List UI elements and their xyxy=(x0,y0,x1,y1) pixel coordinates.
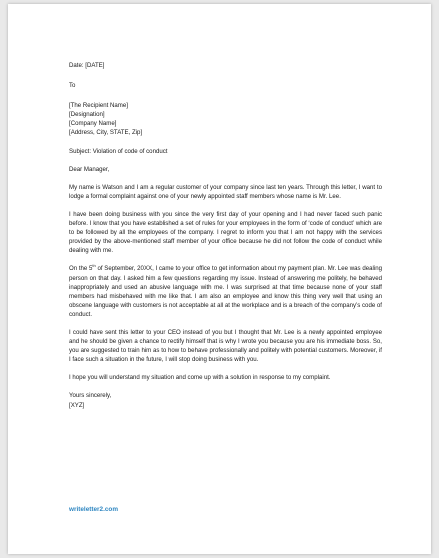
recipient-block xyxy=(69,101,382,137)
subject-line: Subject: Violation of code of conduct xyxy=(69,147,168,155)
paragraph-incident xyxy=(69,264,382,319)
incident-date-day: On the 5 xyxy=(69,265,93,273)
recipient-address: [Address, City, STATE, Zip] xyxy=(69,129,143,137)
letter-page xyxy=(8,4,431,554)
signature: [XYZ] xyxy=(69,401,85,409)
incident-text: of September, 20XX, I came to your office to get information about my payment plan. Mr. Lee was dealing person on that day. I asked him a few questions regarding my issue. Instead of answering me politely, he behaved inappropriately and used an abusive language with me. I was surprised at that time because none of your staff members had misbehaved with me like that. I am also an employee and know this thing very well that using an obscene language with customers is not acceptable at all at the workplace and is a breach of the company’s code of conduct. xyxy=(69,265,382,318)
website-link[interactable]: writeletter2.com xyxy=(69,506,119,513)
paragraph-request: I could have sent this letter to your CEO instead of you but I thought that Mr. Lee is a newly appointed employee and he should be given a chance to rectify himself that is why I wrote you because you are his immediate boss. So, you are suggested to train him as to how to behave professionally and politely with potential customers. Moreover, if I face such a situation in the future, I will stop doing business with you. xyxy=(69,328,382,364)
to-label: To xyxy=(69,82,76,90)
recipient-designation: [Designation] xyxy=(69,111,105,119)
salutation: Dear Manager, xyxy=(69,165,110,173)
paragraph-intro: My name is Watson and I am a regular customer of your company since last ten years. Through this letter, I want to lodge a formal complaint against one of your newly appointed staff members whose name is Mr. Lee. xyxy=(69,183,382,200)
date-line: Date: [DATE] xyxy=(69,62,105,69)
closing: Yours sincerely, xyxy=(69,392,112,400)
letter-body xyxy=(69,61,382,410)
incident-date-ordinal: th xyxy=(92,263,96,269)
paragraph-background: I have been doing business with you since the very first day of your opening and I had never faced such panic before. I know that you have established a set of rules for your employees in the form of ‘code of conduct’ which are to be followed by all the employees of the company. I regret to inform you that I am not happy with the services provided by the above-mentioned staff member of your office because he did not follow the code of conduct while dealing with me. xyxy=(69,210,382,255)
recipient-name: [The Recipient Name] xyxy=(69,102,128,110)
recipient-company: [Company Name] xyxy=(69,120,117,128)
paragraph-hope: I hope you will understand my situation and come up with a solution in response to my complaint. xyxy=(69,374,331,382)
